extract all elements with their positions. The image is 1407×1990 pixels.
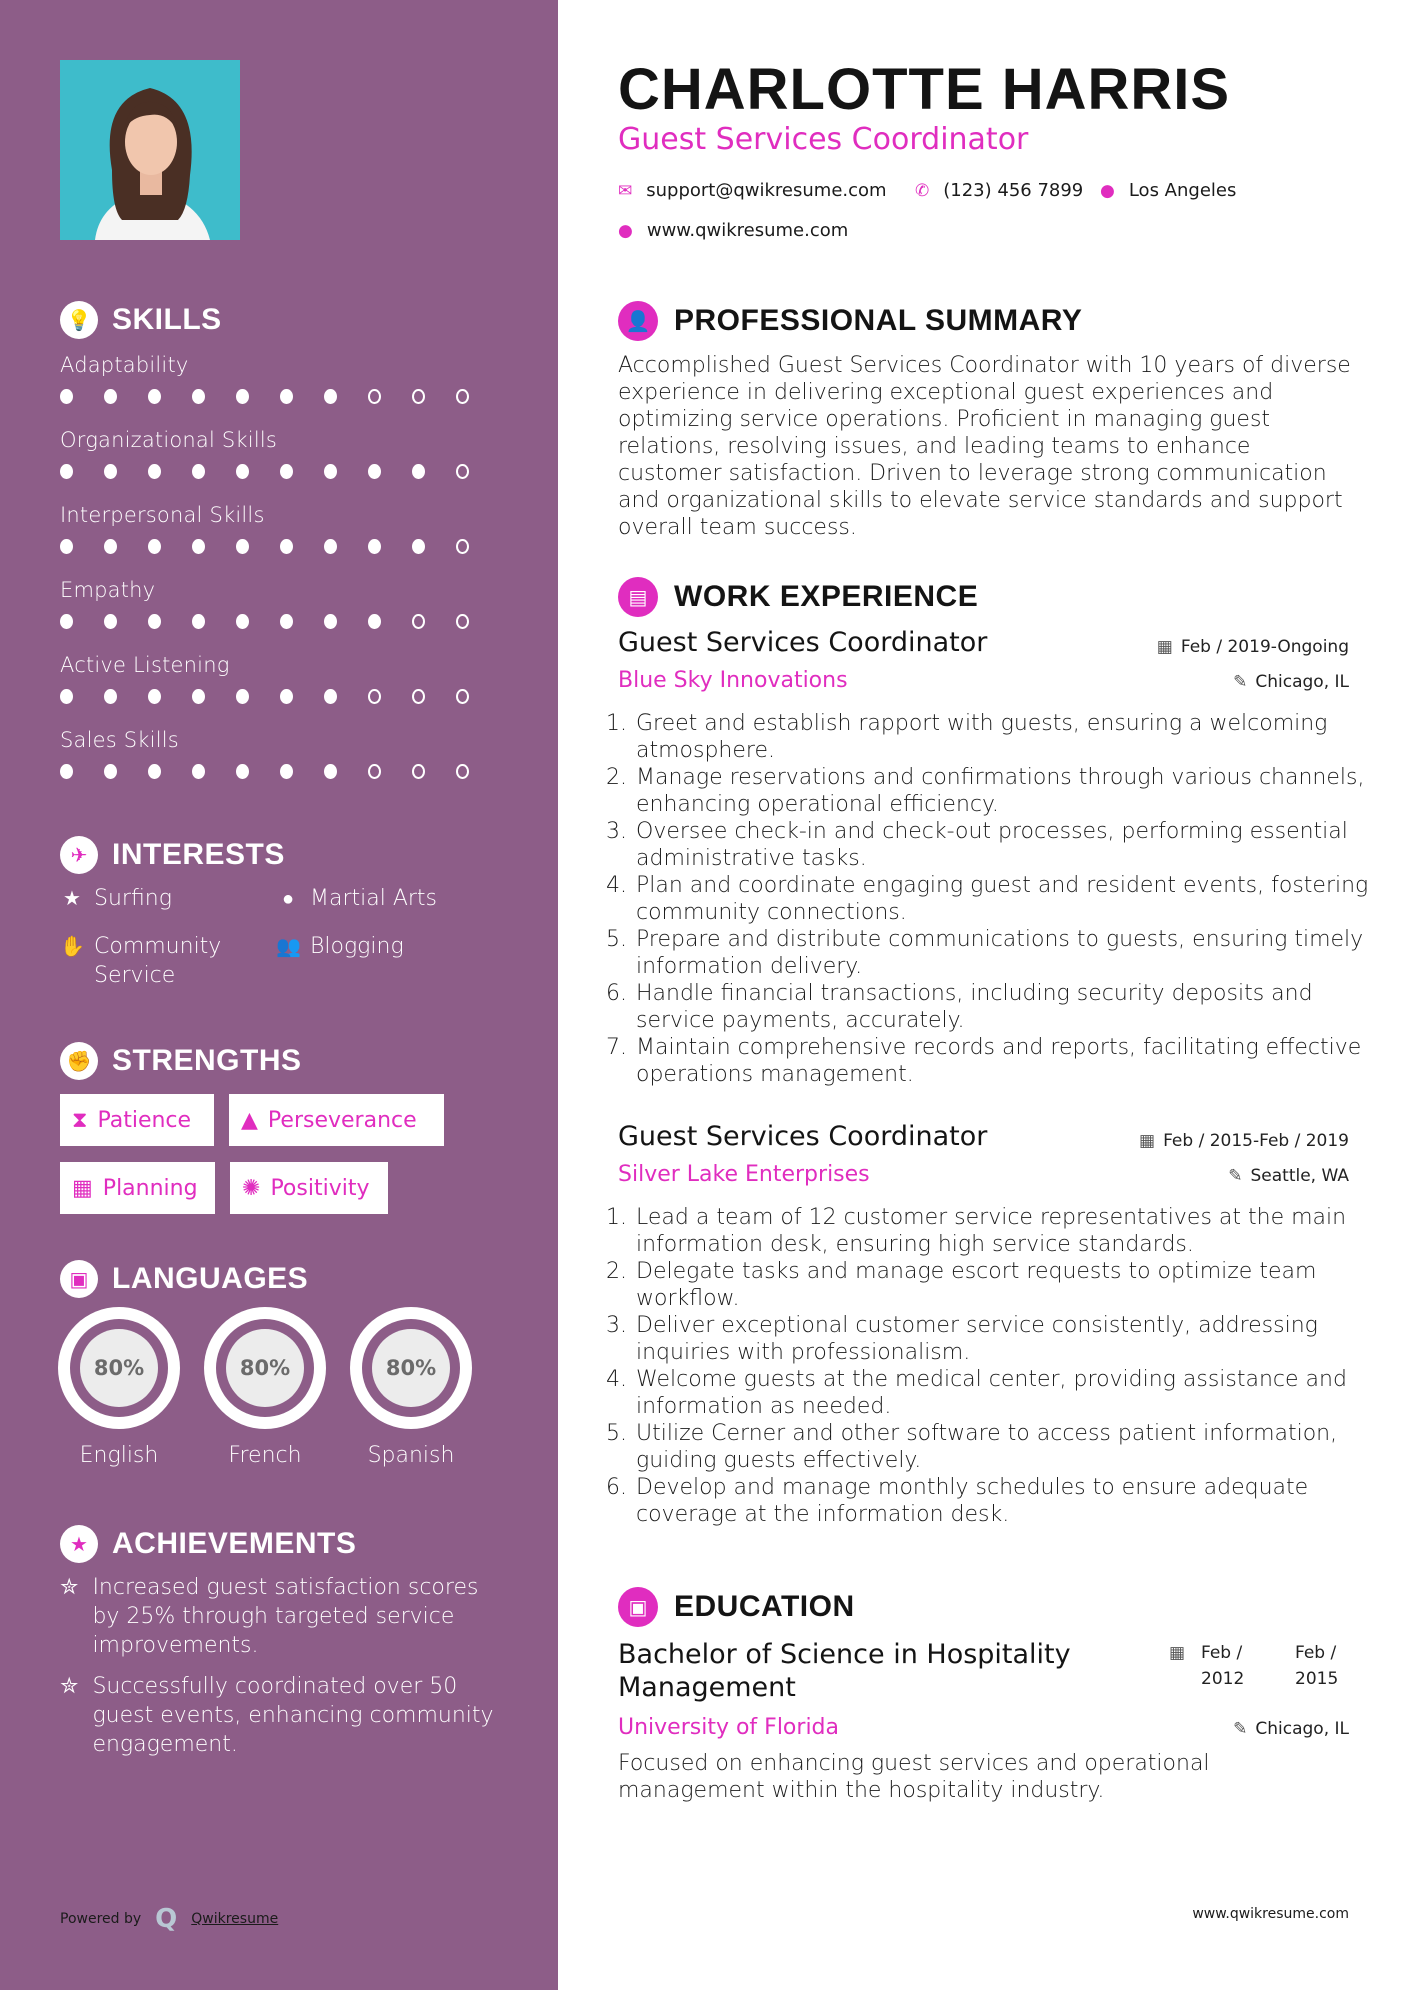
- language-card-icon: ▣: [60, 1260, 98, 1298]
- rating-dot: [324, 689, 337, 704]
- language-level-ring: 80%: [350, 1307, 472, 1429]
- rating-dot: [324, 764, 337, 779]
- rating-dot: [412, 464, 425, 479]
- rating-dot: [412, 689, 425, 704]
- footer-url[interactable]: www.qwikresume.com: [1192, 1906, 1349, 1922]
- calendar-icon: ▦: [1168, 1643, 1185, 1663]
- interest-item: 👥 Blogging: [276, 934, 404, 959]
- rating-dot: [456, 539, 469, 554]
- rating-dot: [60, 689, 73, 704]
- contact-location: ● Los Angeles: [1100, 180, 1237, 201]
- skill-item: [60, 503, 500, 554]
- rating-dot: [456, 464, 469, 479]
- candidate-name: CHARLOTTE HARRIS: [618, 57, 1231, 122]
- responsibility-item: 1. Lead a team of 12 customer service representatives at the main information desk, ensuring high service standards.: [634, 1204, 1379, 1258]
- contact-phone: ✆ (123) 456 7899: [915, 180, 1084, 201]
- rating-dot: [192, 389, 205, 404]
- contact-website: ● www.qwikresume.com: [618, 220, 849, 241]
- pin-icon: ✎: [1228, 1166, 1243, 1186]
- rating-dot: [412, 614, 425, 629]
- rating-dot: [192, 539, 205, 554]
- interests-heading: ✈ INTERESTS: [60, 836, 285, 874]
- skills-heading: 💡 SKILLS: [60, 301, 222, 339]
- summary-text: Accomplished Guest Services Coordinator with 10 years of diverse experience in delivering exceptional guest experiences and optimizing service operations. Proficient in managing guest relations, resolving issues, and leading teams to enhance customer satisfaction. Driven to leverage strong communication and organizational skills to elevate service standards and support overall team success.: [618, 353, 1351, 540]
- rating-dot: [412, 539, 425, 554]
- rating-dot: [148, 539, 161, 554]
- rating-dot: [148, 389, 161, 404]
- responsibility-item: 6. Develop and manage monthly schedules to ensure adequate coverage at the information desk.: [634, 1474, 1379, 1528]
- skill-name: Organizational Skills: [60, 428, 278, 452]
- rating-dot: [280, 689, 293, 704]
- hourglass-icon: ⧗: [72, 1107, 88, 1133]
- candidate-role: Guest Services Coordinator: [618, 122, 1029, 157]
- star-icon: ★: [63, 886, 81, 910]
- contact-email: ✉ support@qwikresume.com: [618, 180, 887, 201]
- rating-dot: [368, 389, 381, 404]
- qwikresume-logo-icon: Q: [155, 1904, 178, 1934]
- hand-icon: ✋: [60, 934, 85, 958]
- rating-dot: [368, 764, 381, 779]
- rating-dot: [104, 614, 117, 629]
- job-location: ✎ Seattle, WA: [1228, 1166, 1349, 1186]
- profile-photo: [60, 60, 240, 240]
- responsibility-item: 5. Utilize Cerner and other software to access patient information, guiding guests effectively.: [634, 1420, 1379, 1474]
- graduation-icon: ▣: [618, 1587, 658, 1627]
- language-english: 80% English: [58, 1307, 180, 1468]
- pin-icon: ✎: [1233, 672, 1248, 692]
- job-responsibilities: [608, 710, 1379, 1088]
- responsibility-item: 2. Delegate tasks and manage escort requests to optimize team workflow.: [634, 1258, 1379, 1312]
- rating-dot: [456, 389, 469, 404]
- rating-dot: [280, 464, 293, 479]
- strength-badge: ✺ Positivity: [230, 1162, 388, 1214]
- job-title: Guest Services Coordinator: [618, 627, 988, 658]
- skill-name: Interpersonal Skills: [60, 503, 265, 527]
- skill-rating: [60, 539, 500, 554]
- strength-badge: ▲ Perseverance: [229, 1094, 444, 1146]
- language-level-ring: 80%: [58, 1307, 180, 1429]
- chair-icon: ▤: [618, 577, 658, 617]
- rating-dot: [148, 464, 161, 479]
- rating-dot: [148, 764, 161, 779]
- strengths-heading: ✊ STRENGTHS: [60, 1042, 302, 1080]
- skill-name: Empathy: [60, 578, 156, 602]
- skill-item: [60, 653, 500, 704]
- qwikresume-link[interactable]: Qwikresume: [191, 1911, 279, 1927]
- sidebar: [0, 0, 558, 1990]
- rating-dot: [104, 389, 117, 404]
- pin-icon: ✎: [1233, 1719, 1248, 1739]
- rating-dot: [236, 389, 249, 404]
- rating-dot: [236, 689, 249, 704]
- school-name: University of Florida: [618, 1715, 839, 1740]
- education-location: ✎ Chicago, IL: [1233, 1719, 1349, 1739]
- rating-dot: [104, 464, 117, 479]
- rating-dot: [60, 464, 73, 479]
- rating-dot: [368, 614, 381, 629]
- rating-dot: [412, 389, 425, 404]
- job-company: Blue Sky Innovations: [618, 668, 848, 693]
- strength-badge: ▦ Planning: [60, 1162, 215, 1214]
- rating-dot: [368, 464, 381, 479]
- rating-dot: [236, 464, 249, 479]
- rating-dot: [456, 614, 469, 629]
- rating-dot: [324, 614, 337, 629]
- interest-item: ● Martial Arts: [276, 884, 437, 913]
- skill-name: Active Listening: [60, 653, 230, 677]
- summary-heading: 👤 PROFESSIONAL SUMMARY: [618, 301, 1082, 341]
- job-company: Silver Lake Enterprises: [618, 1162, 870, 1187]
- rating-dot: [104, 689, 117, 704]
- job-location: ✎ Chicago, IL: [1233, 672, 1349, 692]
- rating-dot: [148, 689, 161, 704]
- rating-dot: [192, 464, 205, 479]
- experience-heading: ▤ WORK EXPERIENCE: [618, 577, 978, 617]
- users-icon: 👥: [276, 934, 301, 958]
- rating-dot: [236, 764, 249, 779]
- job-title: Guest Services Coordinator: [618, 1121, 988, 1152]
- rating-dot: [324, 464, 337, 479]
- rating-dot: [412, 764, 425, 779]
- paper-plane-icon: ✈: [60, 836, 98, 874]
- responsibility-item: 4. Welcome guests at the medical center, providing assistance and information as needed.: [634, 1366, 1379, 1420]
- powered-by: Powered by Q Qwikresume: [60, 1904, 279, 1934]
- rating-dot: [280, 539, 293, 554]
- rating-dot: [280, 389, 293, 404]
- responsibility-item: 1. Greet and establish rapport with guests, ensuring a welcoming atmosphere.: [634, 710, 1379, 764]
- education-end: Feb / 2015: [1295, 1643, 1339, 1689]
- skill-item: [60, 353, 500, 404]
- rating-dot: [324, 539, 337, 554]
- achievement-item: ✮ Successfully coordinated over 50 guest events, enhancing community engagement.: [60, 1674, 494, 1757]
- rating-dot: [60, 614, 73, 629]
- job-dates: ▦ Feb / 2019-Ongoing: [1156, 637, 1349, 657]
- globe-icon: ●: [618, 220, 633, 241]
- globe-icon: ●: [281, 886, 295, 910]
- calendar-icon: ▦: [1156, 637, 1173, 657]
- education-start: ▦ Feb / 2012: [1169, 1640, 1249, 1692]
- skill-item: [60, 578, 500, 629]
- strength-badge: ⧗ Patience: [60, 1094, 214, 1146]
- rating-dot: [324, 389, 337, 404]
- rating-dot: [236, 539, 249, 554]
- degree-title: Bachelor of Science in Hospitality Management: [618, 1639, 1071, 1703]
- skill-rating: [60, 389, 500, 404]
- achievements-heading: ★ ACHIEVEMENTS: [60, 1525, 356, 1563]
- rating-dot: [60, 389, 73, 404]
- skill-rating: [60, 689, 500, 704]
- rating-dot: [60, 539, 73, 554]
- skill-item: [60, 728, 500, 779]
- language-level-ring: 80%: [204, 1307, 326, 1429]
- calendar-icon: ▦: [72, 1175, 93, 1201]
- responsibility-item: 3. Deliver exceptional customer service consistently, addressing inquiries with professionalism.: [634, 1312, 1379, 1366]
- rating-dot: [280, 764, 293, 779]
- rating-dot: [192, 689, 205, 704]
- responsibility-item: 3. Oversee check-in and check-out processes, performing essential administrative tasks.: [634, 818, 1379, 872]
- user-icon: 👤: [618, 301, 658, 341]
- job-responsibilities: [608, 1204, 1379, 1528]
- rating-dot: [280, 614, 293, 629]
- road-icon: ▲: [241, 1107, 258, 1133]
- star-badge-icon: ★: [60, 1525, 98, 1563]
- rating-dot: [236, 614, 249, 629]
- education-heading: ▣ EDUCATION: [618, 1587, 855, 1627]
- envelope-icon: ✉: [618, 180, 633, 201]
- skill-name: Adaptability: [60, 353, 189, 377]
- rating-dot: [192, 764, 205, 779]
- phone-icon: ✆: [915, 180, 930, 201]
- rating-dot: [456, 764, 469, 779]
- skill-name: Sales Skills: [60, 728, 179, 752]
- interest-item: ✋ Community Service: [60, 934, 222, 988]
- rating-dot: [368, 689, 381, 704]
- rating-dot: [60, 764, 73, 779]
- fist-icon: ✊: [60, 1042, 98, 1080]
- responsibility-item: 4. Plan and coordinate engaging guest and resident events, fostering community connections.: [634, 872, 1379, 926]
- language-french: 80% French: [204, 1307, 326, 1468]
- lightbulb-icon: 💡: [60, 301, 98, 339]
- education-description: Focused on enhancing guest services and operational management within the hospitality industry.: [618, 1751, 1210, 1803]
- shooting-star-icon: ✮: [60, 1575, 79, 1600]
- shooting-star-icon: ✮: [60, 1674, 79, 1699]
- job-dates: ▦ Feb / 2015-Feb / 2019: [1139, 1131, 1349, 1151]
- rating-dot: [192, 614, 205, 629]
- language-spanish: 80% Spanish: [350, 1307, 472, 1468]
- rating-dot: [104, 539, 117, 554]
- responsibility-item: 5. Prepare and distribute communications to guests, ensuring timely information delivery.: [634, 926, 1379, 980]
- rating-dot: [456, 689, 469, 704]
- achievement-item: ✮ Increased guest satisfaction scores by 25% through targeted service improvements.: [60, 1575, 479, 1658]
- calendar-icon: ▦: [1139, 1131, 1156, 1151]
- rating-dot: [148, 614, 161, 629]
- responsibility-item: 6. Handle financial transactions, including security deposits and service payments, accurately.: [634, 980, 1379, 1034]
- responsibility-item: 2. Manage reservations and confirmations through various channels, enhancing operational efficiency.: [634, 764, 1379, 818]
- skill-item: [60, 428, 500, 479]
- map-pin-icon: ●: [1100, 180, 1115, 201]
- skill-rating: [60, 614, 500, 629]
- skill-rating: [60, 464, 500, 479]
- responsibility-item: 7. Maintain comprehensive records and reports, facilitating effective operations management.: [634, 1034, 1379, 1088]
- languages-heading: ▣ LANGUAGES: [60, 1260, 308, 1298]
- interest-item: ★ Surfing: [60, 884, 172, 913]
- rating-dot: [368, 539, 381, 554]
- rating-dot: [104, 764, 117, 779]
- skill-rating: [60, 764, 500, 779]
- spinner-icon: ✺: [242, 1175, 261, 1201]
